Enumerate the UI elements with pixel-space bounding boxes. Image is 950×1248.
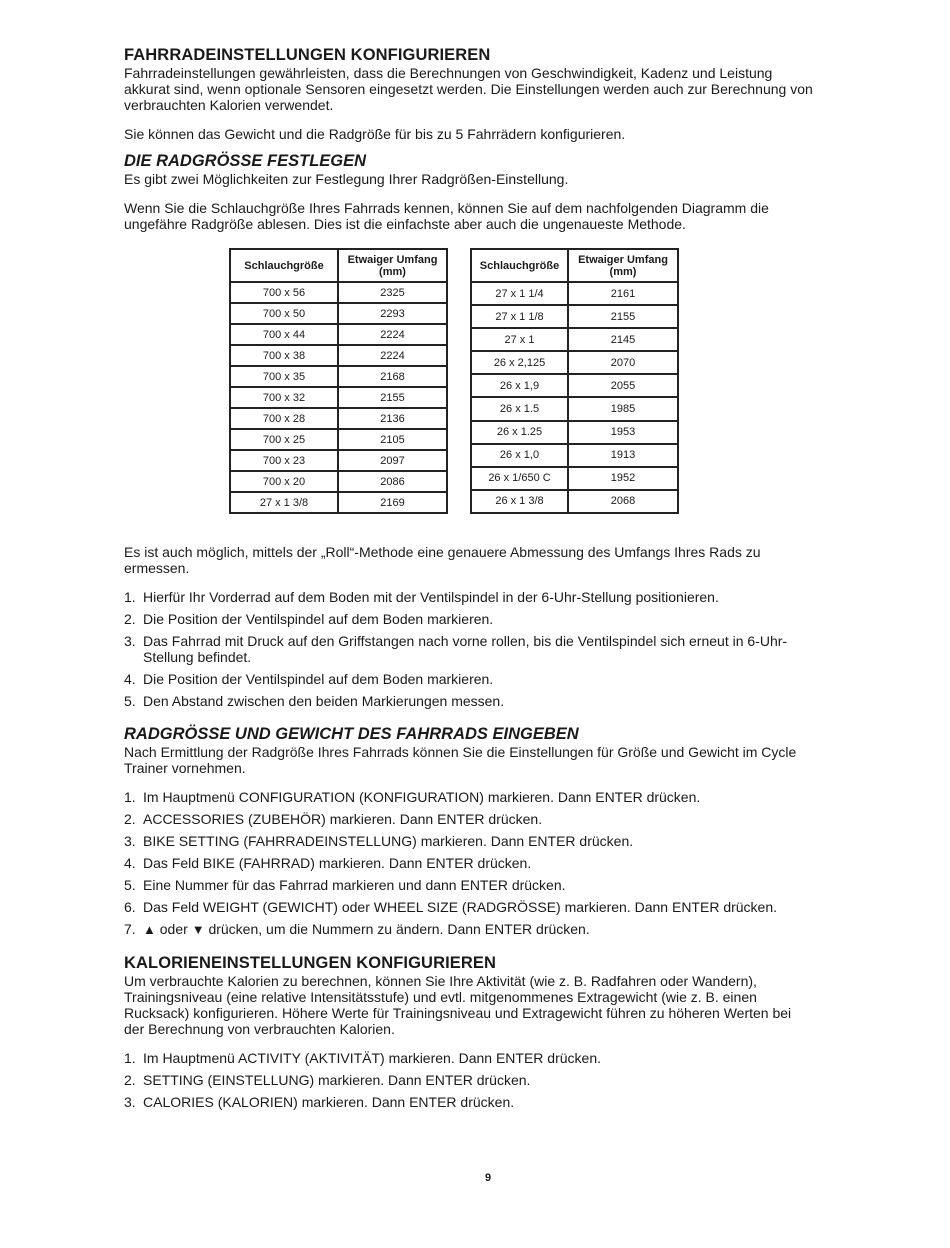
section-title-bike-settings: FAHRRADEINSTELLUNGEN KONFIGURIEREN — [124, 46, 491, 64]
list-item-text: ACCESSORIES (ZUBEHÖR) markieren. Dann ENTER drücken. — [143, 811, 543, 827]
tire-size-cell: 26 x 1,0 — [471, 444, 568, 467]
list-item — [124, 899, 814, 915]
list-number: 5. — [124, 877, 136, 893]
up-arrow-icon: ▲ — [143, 922, 156, 937]
circumference-cell: 2325 — [338, 282, 447, 303]
list-item-text: CALORIES (KALORIEN) markieren. Dann ENTER drücken. — [143, 1094, 515, 1110]
tire-size-cell: 27 x 1 1/8 — [471, 305, 568, 328]
tire-size-cell: 700 x 23 — [230, 450, 338, 471]
table-row — [230, 282, 447, 303]
tire-size-cell: 700 x 20 — [230, 471, 338, 492]
list-number: 2. — [124, 811, 136, 827]
circumference-cell: 2055 — [568, 374, 678, 397]
list-number: 3. — [124, 633, 136, 649]
circumference-cell: 2068 — [568, 490, 678, 513]
calorie-settings-steps — [124, 1050, 814, 1110]
table-row — [471, 351, 678, 374]
list-item — [124, 589, 814, 605]
list-item — [124, 671, 814, 687]
tire-size-cell: 700 x 25 — [230, 429, 338, 450]
list-item-text: Hierfür Ihr Vorderrad auf dem Boden mit der Ventilspindel in der 6-Uhr-Stellung positionieren. — [143, 589, 719, 605]
table-row — [230, 471, 447, 492]
list-number: 3. — [124, 833, 136, 849]
paragraph: Es ist auch möglich, mittels der „Roll“-Methode eine genauere Abmessung des Umfangs Ihres Rads zu ermessen. — [124, 544, 761, 576]
column-header: Etwaiger Umfang (mm) — [568, 249, 678, 282]
table-row — [471, 282, 678, 305]
circumference-cell: 2293 — [338, 303, 447, 324]
page-number: 9 — [484, 1172, 492, 1184]
list-item-text: Im Hauptmenü CONFIGURATION (KONFIGURATION) markieren. Dann ENTER drücken. — [143, 789, 701, 805]
list-number: 4. — [124, 671, 136, 687]
paragraph: Fahrradeinstellungen gewährleisten, dass die Berechnungen von Geschwindigkeit, Kadenz und Leistung akkurat sind, wenn optionale Sensoren eingesetzt werden. Die Einstellungen werden auch zur Berechnung von verbrauchten Kalorien verwendet. — [124, 65, 813, 113]
circumference-cell: 1913 — [568, 444, 678, 467]
list-number: 3. — [124, 1094, 136, 1110]
tire-size-cell: 700 x 32 — [230, 387, 338, 408]
tire-size-cell: 26 x 1,9 — [471, 374, 568, 397]
enter-settings-steps — [124, 789, 814, 938]
wheel-size-tables — [124, 248, 814, 514]
section-title-enter-size-weight: RADGRÖSSE UND GEWICHT DES FAHRRADS EINGEBEN — [124, 725, 579, 743]
table-row — [230, 345, 447, 366]
document-page — [124, 46, 814, 1116]
wheel-size-table-left — [229, 248, 448, 514]
tire-size-cell: 26 x 1 3/8 — [471, 490, 568, 513]
paragraph: Wenn Sie die Schlauchgröße Ihres Fahrrads kennen, können Sie auf dem nachfolgenden Diagramm die ungefähre Radgröße ablesen. Dies ist die einfachste aber auch die ungenaueste Methode. — [124, 200, 769, 232]
list-item-text: BIKE SETTING (FAHRRADEINSTELLUNG) markieren. Dann ENTER drücken. — [143, 833, 634, 849]
table-row — [471, 467, 678, 490]
wheel-size-table-right — [470, 248, 679, 514]
tire-size-cell: 27 x 1 — [471, 328, 568, 351]
paragraph: Um verbrauchte Kalorien zu berechnen, können Sie Ihre Aktivität (wie z. B. Radfahren oder Wandern), Trainingsniveau (eine relative Intensitätsstufe) und evtl. mitgenommenes Extragewicht (wie z. B. einen Rucksack) konfigurieren. Höhere Werte für Trainingsniveau und Extragewicht führen zu höheren Werten bei der Berechnung von verbrauchten Kalorien. — [124, 973, 792, 1037]
list-item — [124, 1050, 814, 1066]
column-header: Etwaiger Umfang (mm) — [338, 249, 447, 282]
circumference-cell: 2136 — [338, 408, 447, 429]
circumference-cell: 1953 — [568, 421, 678, 444]
list-item-text: Eine Nummer für das Fahrrad markieren und dann ENTER drücken. — [143, 877, 566, 893]
tire-size-cell: 700 x 38 — [230, 345, 338, 366]
table-row — [471, 490, 678, 513]
table-row — [230, 450, 447, 471]
tire-size-cell: 26 x 1/650 C — [471, 467, 568, 490]
list-item — [124, 1094, 814, 1110]
circumference-cell: 2224 — [338, 345, 447, 366]
table-row — [471, 444, 678, 467]
table-row — [230, 429, 447, 450]
table-row — [471, 421, 678, 444]
paragraph: Nach Ermittlung der Radgröße Ihres Fahrrads können Sie die Einstellungen für Größe und Gewicht im Cycle Trainer vornehmen. — [124, 744, 797, 776]
list-item — [124, 693, 814, 709]
list-number: 6. — [124, 899, 136, 915]
table-row — [471, 305, 678, 328]
list-item — [124, 611, 814, 627]
list-item — [124, 877, 814, 893]
table-row — [230, 324, 447, 345]
tire-size-cell: 700 x 28 — [230, 408, 338, 429]
list-item — [124, 633, 814, 665]
tire-size-cell: 26 x 1.5 — [471, 397, 568, 420]
circumference-cell: 2155 — [338, 387, 447, 408]
circumference-cell: 1985 — [568, 397, 678, 420]
circumference-cell: 2070 — [568, 351, 678, 374]
table-row — [471, 328, 678, 351]
paragraph: Sie können das Gewicht und die Radgröße für bis zu 5 Fahrrädern konfigurieren. — [124, 126, 626, 142]
list-item — [124, 833, 814, 849]
tire-size-cell: 700 x 50 — [230, 303, 338, 324]
list-number: 7. — [124, 921, 136, 937]
circumference-cell: 2224 — [338, 324, 447, 345]
list-number: 4. — [124, 855, 136, 871]
list-item-text: Den Abstand zwischen den beiden Markierungen messen. — [143, 693, 505, 709]
column-header: Schlauchgröße — [230, 249, 338, 282]
circumference-cell: 2097 — [338, 450, 447, 471]
list-number: 1. — [124, 589, 136, 605]
list-item-text: Das Feld BIKE (FAHRRAD) markieren. Dann ENTER drücken. — [143, 855, 532, 871]
list-item — [124, 921, 814, 938]
table-row — [230, 366, 447, 387]
table-row — [471, 397, 678, 420]
tire-size-cell: 27 x 1 1/4 — [471, 282, 568, 305]
list-item-text: oder — [155, 921, 192, 937]
list-item-text: SETTING (EINSTELLUNG) markieren. Dann ENTER drücken. — [143, 1072, 531, 1088]
list-item — [124, 811, 814, 827]
tire-size-cell: 700 x 35 — [230, 366, 338, 387]
list-item-text: Das Fahrrad mit Druck auf den Griffstangen nach vorne rollen, bis die Ventilspindel sich erneut in 6-Uhr-Stellung befindet. — [143, 633, 788, 665]
section-title-calories: KALORIENEINSTELLUNGEN KONFIGURIEREN — [124, 954, 497, 972]
list-item-text: Die Position der Ventilspindel auf dem Boden markieren. — [143, 611, 494, 627]
list-item-text: drücken, um die Nummern zu ändern. Dann ENTER drücken. — [204, 921, 590, 937]
list-item — [124, 855, 814, 871]
table-row — [471, 374, 678, 397]
list-item — [124, 1072, 814, 1088]
circumference-cell: 2168 — [338, 366, 447, 387]
list-number: 1. — [124, 1050, 136, 1066]
column-header: Schlauchgröße — [471, 249, 568, 282]
circumference-cell: 2145 — [568, 328, 678, 351]
list-item-text: Das Feld WEIGHT (GEWICHT) oder WHEEL SIZE (RADGRÖSSE) markieren. Dann ENTER drücken. — [143, 899, 778, 915]
section-title-wheel-size: DIE RADGRÖSSE FESTLEGEN — [124, 152, 367, 170]
list-item — [124, 789, 814, 805]
tire-size-cell: 700 x 56 — [230, 282, 338, 303]
paragraph: Es gibt zwei Möglichkeiten zur Festlegung Ihrer Radgrößen-Einstellung. — [124, 171, 569, 187]
list-number: 2. — [124, 611, 136, 627]
list-number: 5. — [124, 693, 136, 709]
tire-size-cell: 27 x 1 3/8 — [230, 492, 338, 513]
list-item-text: Im Hauptmenü ACTIVITY (AKTIVITÄT) markieren. Dann ENTER drücken. — [143, 1050, 601, 1066]
circumference-cell: 1952 — [568, 467, 678, 490]
circumference-cell: 2086 — [338, 471, 447, 492]
list-item-text: Die Position der Ventilspindel auf dem Boden markieren. — [143, 671, 494, 687]
circumference-cell: 2155 — [568, 305, 678, 328]
list-number: 2. — [124, 1072, 136, 1088]
table-row — [230, 387, 447, 408]
roll-method-steps — [124, 589, 814, 709]
tire-size-cell: 26 x 1.25 — [471, 421, 568, 444]
tire-size-cell: 26 x 2,125 — [471, 351, 568, 374]
table-row — [230, 492, 447, 513]
table-row — [230, 303, 447, 324]
circumference-cell: 2105 — [338, 429, 447, 450]
circumference-cell: 2161 — [568, 282, 678, 305]
circumference-cell: 2169 — [338, 492, 447, 513]
tire-size-cell: 700 x 44 — [230, 324, 338, 345]
table-row — [230, 408, 447, 429]
down-arrow-icon: ▼ — [191, 922, 205, 937]
list-number: 1. — [124, 789, 136, 805]
